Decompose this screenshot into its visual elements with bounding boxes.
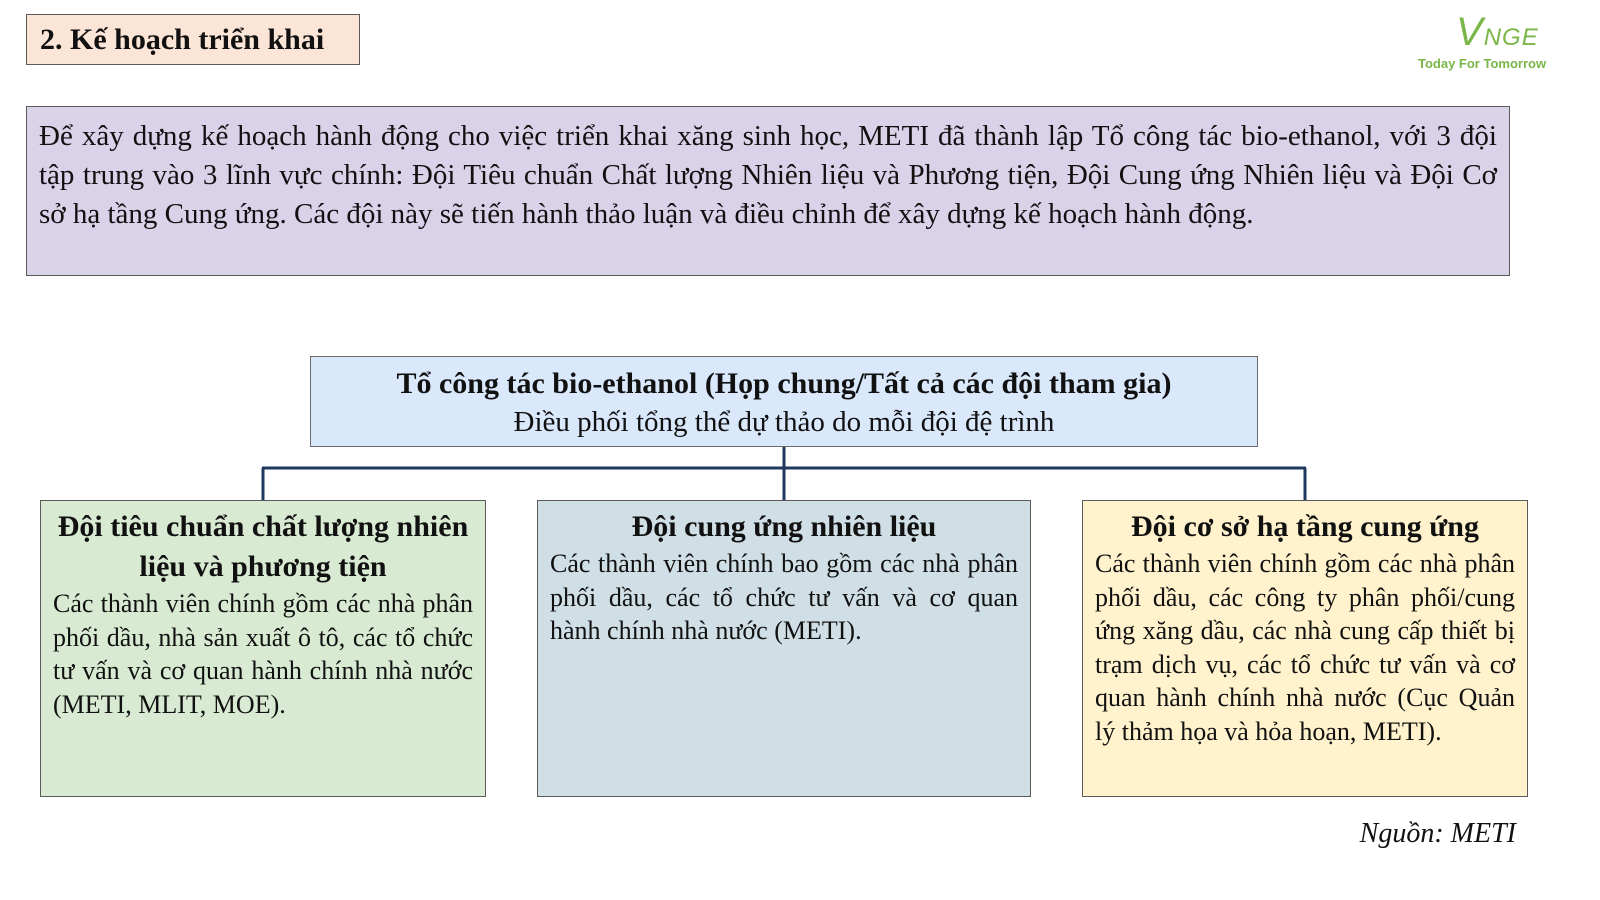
- team-fuel-supply-description: Các thành viên chính bao gồm các nhà phân phối dầu, các tổ chức tư vấn và cơ quan hành chính nhà nước (METI).: [550, 549, 1018, 645]
- team-supply-infrastructure-box: [1082, 500, 1528, 797]
- intro-paragraph: Để xây dựng kế hoạch hành động cho việc triển khai xăng sinh học, METI đã thành lập Tổ công tác bio-ethanol, với 3 đội tập trung vào 3 lĩnh vực chính: Đội Tiêu chuẩn Chất lượng Nhiên liệu và Phương tiện, Đội Cung ứng Nhiên liệu và Đội Cơ sở hạ tầng Cung ứng. Các đội này sẽ tiến hành thảo luận và điều chỉnh để xây dựng kế hoạch hành động.: [26, 106, 1510, 276]
- team-supply-infrastructure-title: Đội cơ sở hạ tầng cung ứng: [1131, 510, 1479, 543]
- team-fuel-quality-box: [40, 500, 486, 797]
- team-fuel-quality-title: Đội tiêu chuẩn chất lượng nhiên liệu và phương tiện: [57, 510, 469, 583]
- working-group-title: Tổ công tác bio-ethanol (Họp chung/Tất cả các đội tham gia): [396, 367, 1172, 400]
- team-supply-infrastructure-description: Các thành viên chính gồm các nhà phân phối dầu, các công ty phân phối/cung ứng xăng dầu, các nhà cung cấp thiết bị trạm dịch vụ, các tổ chức tư vấn và cơ quan hành chính nhà nước (Cục Quản lý thảm họa và hỏa hoạn, METI).: [1095, 549, 1515, 746]
- team-fuel-quality-description: Các thành viên chính gồm các nhà phân phối dầu, nhà sản xuất ô tô, các tổ chức tư vấn và cơ quan hành chính nhà nước (METI, MLIT, MOE).: [53, 589, 473, 719]
- source-note: Nguồn: METI: [1359, 818, 1516, 849]
- team-fuel-supply-title: Đội cung ứng nhiên liệu: [631, 510, 937, 543]
- working-group-box: [310, 356, 1258, 447]
- page-title: 2. Kế hoạch triển khai: [26, 14, 360, 65]
- vnge-logo: [1418, 8, 1588, 78]
- working-group-subtitle: Điều phối tổng thể dự thảo do mỗi đội đệ trình: [513, 406, 1055, 438]
- logo-wordmark: VNGE: [1456, 10, 1539, 54]
- logo-tagline: Today For Tomorrow: [1418, 56, 1547, 71]
- team-fuel-supply-box: [537, 500, 1031, 797]
